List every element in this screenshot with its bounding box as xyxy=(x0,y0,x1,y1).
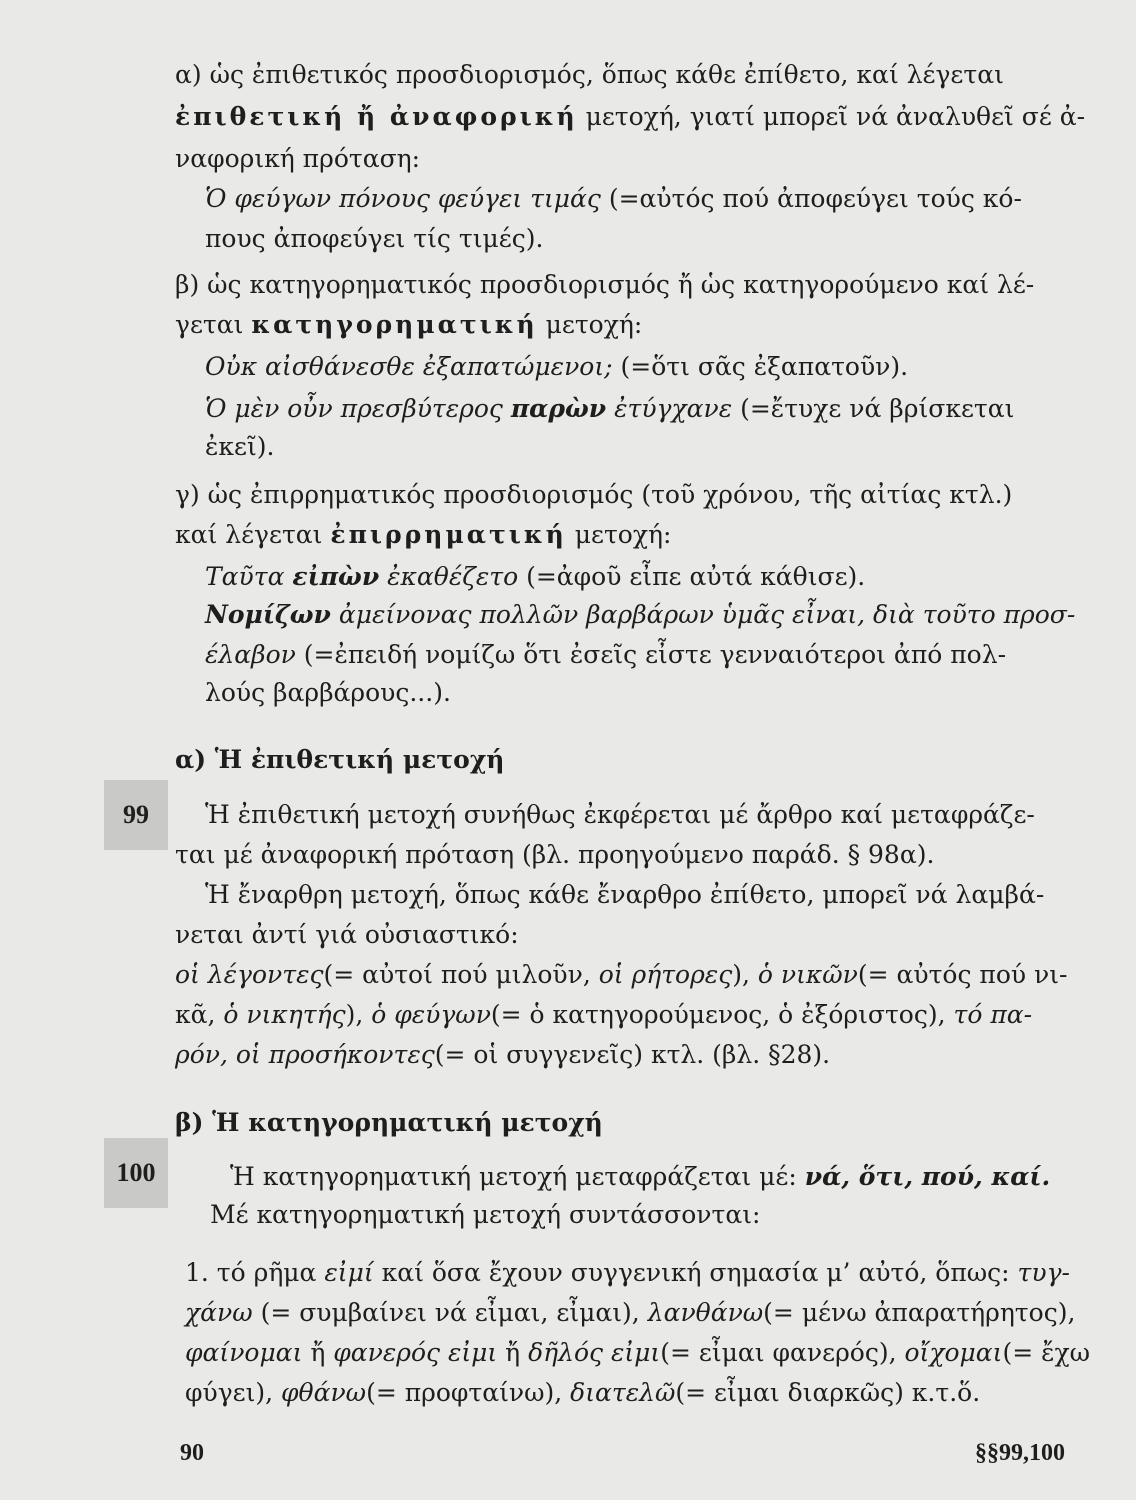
para-b-example-2b: ἐκεῖ). xyxy=(205,432,275,461)
section-100-p1 xyxy=(230,1160,1050,1194)
example-italic: έλαβον xyxy=(205,640,296,669)
text-span: (= αὐτοί πού μιλοῦν, xyxy=(323,960,599,989)
example-italic: ὁ νικῶν xyxy=(757,960,858,989)
para-c-line-1: γ) ὡς ἐπιρρηματικός προσδιορισμός (τοῦ χρόνου, τῆς αἰτίας κτλ.) xyxy=(175,480,1013,509)
example-italic: λανθάνω xyxy=(647,1298,764,1327)
example-italic: ὁ νικητής xyxy=(223,1000,346,1029)
section-reference: §§99,100 xyxy=(975,1440,1065,1466)
example-italic: ἐκαθέζετο xyxy=(379,562,519,591)
text-span: καί ὅσα ἔχουν συγγενική σημασία μ’ αὐτό, ὅπως: xyxy=(373,1258,1018,1287)
example-italic: Ταῦτα xyxy=(205,562,293,591)
example-bold: Νομίζων xyxy=(205,600,331,629)
example-italic: ἀμείνονας πολλῶν βαρβάρων ὑμᾶς εἶναι, διὰ τοῦτο προσ- xyxy=(330,600,1076,629)
text-span: μετοχή: xyxy=(537,310,643,339)
section-100-list-line-3 xyxy=(185,1336,1090,1370)
example-italic: ὁ φεύγων xyxy=(371,1000,491,1029)
section-a-heading: α) Ἡ ἐπιθετική μετοχή xyxy=(175,745,505,774)
example-italic: οἱ ρήτορες xyxy=(598,960,733,989)
page-number: 90 xyxy=(180,1440,204,1466)
para-c-example-2c: λούς βαρβάρους...). xyxy=(205,678,451,707)
text-span: (=αὐτός πού ἀποφεύγει τούς κό- xyxy=(600,184,1022,213)
para-a-line-3: ναφορική πρόταση: xyxy=(175,144,421,173)
example-italic: τυγ- xyxy=(1017,1258,1070,1287)
text-span: ), xyxy=(732,960,758,989)
example-bold: νά, ὅτι, πού, καί. xyxy=(804,1162,1051,1191)
example-italic: δῆλός εἰμι xyxy=(528,1338,661,1367)
example-italic: ἐτύγχανε xyxy=(606,394,733,423)
text-span: (=ἀφοῦ εἶπε αὐτά κάθισε). xyxy=(518,562,866,591)
text-span: (= οἱ συγγενεῖς) κτλ. (βλ. §28). xyxy=(434,1040,831,1069)
section-99-p1-line-2: ται μέ ἀναφορική πρόταση (βλ. προηγούμενο παράδ. § 98α). xyxy=(175,840,935,869)
text-span: (=ἐπειδή νομίζω ὅτι ἐσεῖς εἶστε γενναιότεροι ἀπό πολ- xyxy=(295,640,1007,669)
example-italic: φαίνομαι xyxy=(185,1338,303,1367)
example-italic: χάνω xyxy=(185,1298,253,1327)
term-epitheti: ἐπιθετική ἤ ἀναφορική xyxy=(175,102,578,131)
text-span: μετοχή: xyxy=(566,520,672,549)
section-99-p2-line-2: νεται ἀντί γιά οὐσιαστικό: xyxy=(175,920,519,949)
text-span: κᾶ, xyxy=(175,1000,224,1029)
text-span: γεται xyxy=(175,310,252,339)
para-b-line-1: β) ὡς κατηγορηματικός προσδιορισμός ἤ ὡς κατηγορούμενο καί λέ- xyxy=(175,270,1035,299)
term-katigorimatiki: κατηγορηματική xyxy=(251,310,538,339)
text-span: (= μένω ἀπαρατήρητος), xyxy=(763,1298,1076,1327)
section-100-list-line-2 xyxy=(185,1296,1075,1330)
text-span: καί λέγεται xyxy=(175,520,331,549)
example-italic: εἰμί xyxy=(324,1258,374,1287)
text-span: (= ὁ κατηγορούμενος, ὁ ἐξόριστος), xyxy=(490,1000,954,1029)
para-b-line-2 xyxy=(175,308,642,342)
text-span: Ἡ κατηγορηματική μετοχή μεταφράζεται μέ: xyxy=(230,1162,805,1191)
section-99-p2-line-1: Ἡ ἔναρθρη μετοχή, ὅπως κάθε ἔναρθρο ἐπίθετο, μπορεῖ νά λαμβά- xyxy=(205,880,1045,909)
section-100-list-line-4 xyxy=(185,1376,980,1410)
example-italic: Ὁ φεύγων πόνους φεύγει τιμάς xyxy=(205,184,601,213)
text-span: (= εἶμαι διαρκῶς) κ.τ.ὅ. xyxy=(675,1378,981,1407)
example-italic: οἱ λέγοντες xyxy=(175,960,324,989)
example-italic: ρόν, οἱ προσήκοντες xyxy=(175,1040,435,1069)
para-c-line-2 xyxy=(175,518,671,552)
section-100-list-line-1 xyxy=(185,1256,1070,1290)
para-a-line-2 xyxy=(175,100,1085,134)
para-c-example-2b xyxy=(205,638,1006,672)
text-span: (= συμβαίνει νά εἶμαι, εἶμαι), xyxy=(252,1298,648,1327)
section-b-heading: β) Ἡ κατηγορηματική μετοχή xyxy=(175,1108,603,1137)
example-italic: οἴχομαι xyxy=(904,1338,1003,1367)
text-span: (=ἔτυχε νά βρίσκεται xyxy=(732,394,1015,423)
example-italic: Οὐκ αἰσθάνεσθε ἐξαπατώμενοι; xyxy=(205,352,613,381)
text-span: φύγει), xyxy=(185,1378,282,1407)
text-span: (= εἶμαι φανερός), xyxy=(660,1338,905,1367)
para-b-example-1 xyxy=(205,350,908,384)
section-100-p2: Μέ κατηγορηματική μετοχή συντάσσονται: xyxy=(210,1200,761,1229)
example-italic: Ὁ μὲν οὖν πρεσβύτερος xyxy=(205,394,511,423)
example-italic: διατελῶ xyxy=(570,1378,676,1407)
example-italic: φθάνω xyxy=(281,1378,367,1407)
section-99-example-line-3 xyxy=(175,1038,830,1072)
section-99-p1-line-1: Ἡ ἐπιθετική μετοχή συνήθως ἐκφέρεται μέ ἄρθρο καί μεταφράζε- xyxy=(205,800,1035,829)
section-99-example-line-2 xyxy=(175,998,1032,1032)
example-bold: εἰπὼν xyxy=(292,562,380,591)
text-span: (=ὅτι σᾶς ἐξαπατοῦν). xyxy=(612,352,909,381)
text-span: μετοχή, γιατί μπορεῖ νά ἀναλυθεῖ σέ ἀ- xyxy=(577,102,1086,131)
text-span: (= ἔχω xyxy=(1002,1338,1091,1367)
text-span: (= αὐτός πού νι- xyxy=(857,960,1068,989)
para-a-line-1: α) ὡς ἐπιθετικός προσδιορισμός, ὅπως κάθε ἐπίθετο, καί λέγεται xyxy=(175,60,1004,89)
section-number-100: 100 xyxy=(104,1138,168,1208)
example-italic: τό πα- xyxy=(953,1000,1033,1029)
section-number-99: 99 xyxy=(104,780,168,850)
example-italic: φανερός εἰμι xyxy=(333,1338,498,1367)
para-a-example-2: πους ἀποφεύγει τίς τιμές). xyxy=(205,224,544,253)
text-span: ἤ xyxy=(497,1338,529,1367)
text-span: ), xyxy=(345,1000,372,1029)
example-bold: παρὼν xyxy=(510,394,607,423)
text-span: (= προφταίνω), xyxy=(366,1378,571,1407)
text-span: 1. τό ρῆμα xyxy=(185,1258,325,1287)
para-c-example-1 xyxy=(205,560,865,594)
section-99-example-line-1 xyxy=(175,958,1068,992)
para-b-example-2 xyxy=(205,392,1014,426)
para-c-example-2 xyxy=(205,598,1075,632)
text-span: ἤ xyxy=(302,1338,334,1367)
term-epirrimatiki: ἐπιρρηματική xyxy=(330,520,567,549)
para-a-example xyxy=(205,182,1022,216)
